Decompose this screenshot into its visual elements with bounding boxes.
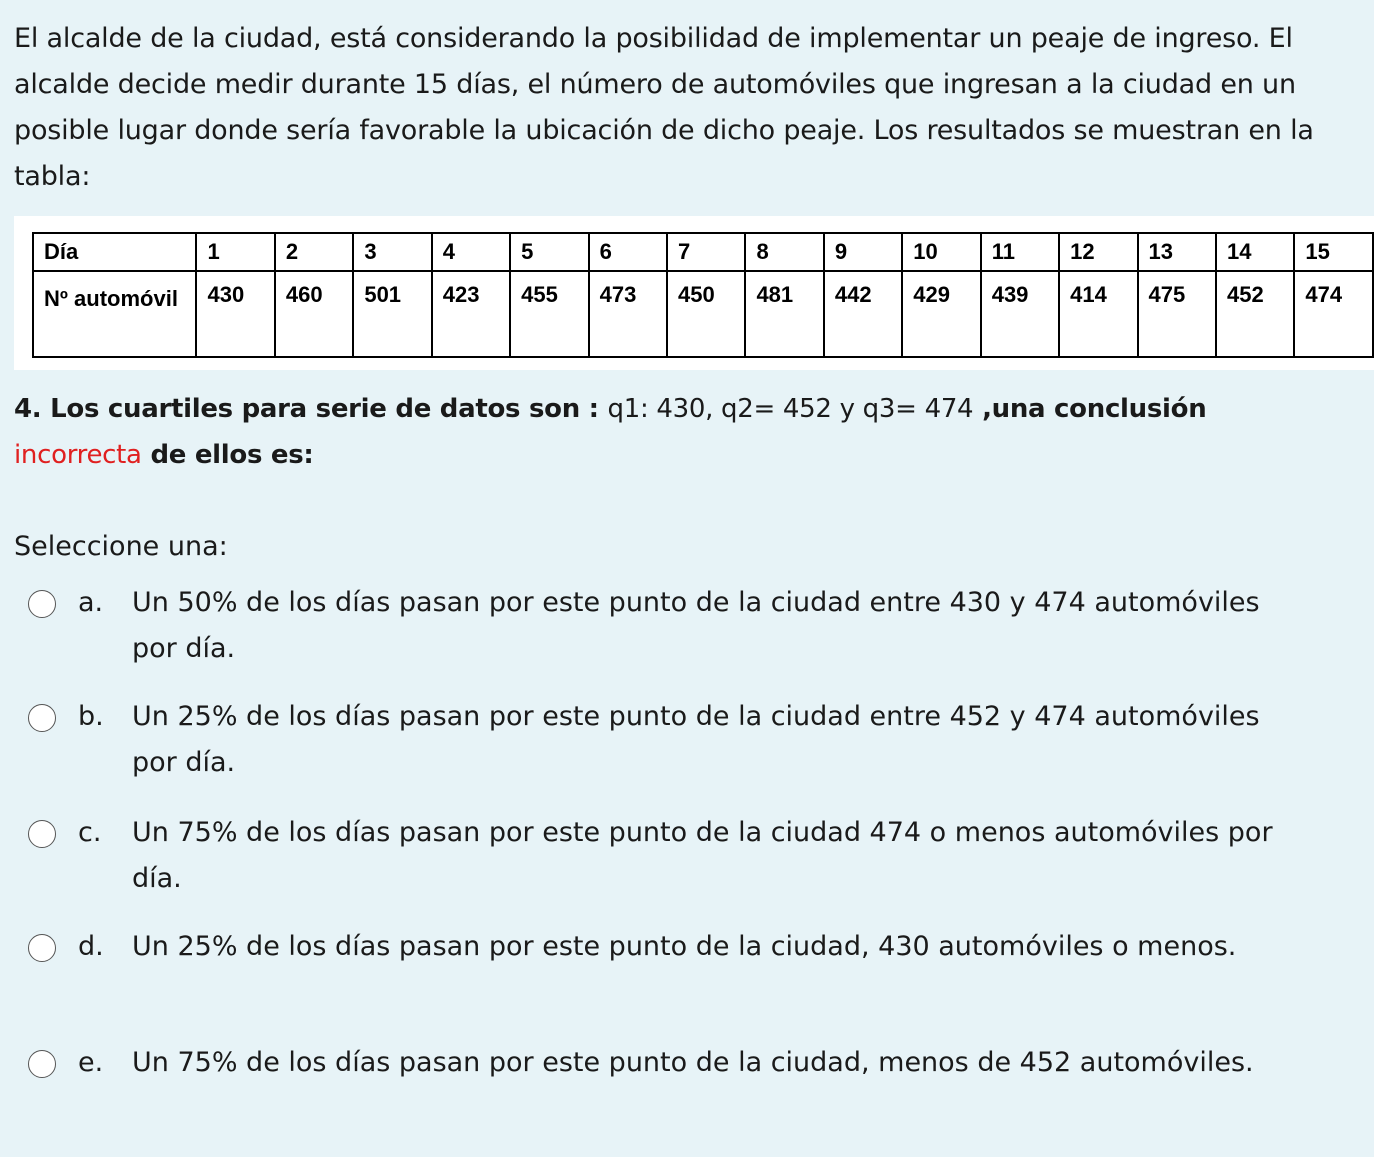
car-count-cell: 474 bbox=[1294, 271, 1373, 357]
car-count-cell: 473 bbox=[589, 271, 667, 357]
car-count-cell: 450 bbox=[667, 271, 745, 357]
table-row-cars bbox=[33, 271, 1373, 357]
table-header-cars: Nº automóvil bbox=[33, 271, 196, 357]
car-count-cell: 442 bbox=[824, 271, 902, 357]
car-count-cell: 414 bbox=[1059, 271, 1137, 357]
question-lead: 4. Los cuartiles para serie de datos son : bbox=[14, 394, 608, 424]
radio-button-b[interactable] bbox=[28, 704, 56, 732]
table-header-day: Día bbox=[33, 233, 196, 271]
radio-button-a[interactable] bbox=[28, 590, 56, 618]
car-count-cell: 481 bbox=[745, 271, 823, 357]
day-cell: 11 bbox=[981, 233, 1059, 271]
car-count-cell: 452 bbox=[1216, 271, 1294, 357]
day-cell: 13 bbox=[1138, 233, 1216, 271]
option-text: Un 25% de los días pasan por este punto de la ciudad, 430 automóviles o menos. bbox=[132, 931, 1237, 962]
radio-button-c[interactable] bbox=[28, 820, 56, 848]
data-table-container bbox=[14, 216, 1374, 370]
day-cell: 4 bbox=[432, 233, 510, 271]
question-incorrect-word: incorrecta bbox=[14, 440, 142, 470]
day-cell: 15 bbox=[1294, 233, 1373, 271]
day-cell: 10 bbox=[902, 233, 980, 271]
option-letter: c. bbox=[78, 817, 102, 848]
day-cell: 6 bbox=[589, 233, 667, 271]
day-cell: 12 bbox=[1059, 233, 1137, 271]
car-count-cell: 439 bbox=[981, 271, 1059, 357]
option-text: Un 25% de los días pasan por este punto de la ciudad entre 452 y 474 automóviles por día. bbox=[132, 701, 1260, 778]
option-text: Un 75% de los días pasan por este punto de la ciudad 474 o menos automóviles por día. bbox=[132, 817, 1273, 894]
day-cell: 5 bbox=[510, 233, 588, 271]
data-table bbox=[32, 232, 1374, 358]
table-row-days bbox=[33, 233, 1373, 271]
option-letter: b. bbox=[78, 701, 104, 732]
question-end: de ellos es: bbox=[141, 440, 314, 470]
radio-button-d[interactable] bbox=[28, 934, 56, 962]
question-tail: ,una conclusión bbox=[973, 394, 1207, 424]
day-cell: 14 bbox=[1216, 233, 1294, 271]
car-count-cell: 501 bbox=[353, 271, 431, 357]
option-letter: d. bbox=[78, 931, 104, 962]
car-count-cell: 429 bbox=[902, 271, 980, 357]
question-text bbox=[14, 386, 1359, 478]
question-quartiles: q1: 430, q2= 452 y q3= 474 bbox=[607, 394, 974, 424]
car-count-cell: 475 bbox=[1138, 271, 1216, 357]
car-count-cell: 423 bbox=[432, 271, 510, 357]
select-one-label: Seleccione una: bbox=[14, 531, 228, 562]
radio-button-e[interactable] bbox=[28, 1050, 56, 1078]
day-cell: 7 bbox=[667, 233, 745, 271]
day-cell: 8 bbox=[745, 233, 823, 271]
day-cell: 3 bbox=[353, 233, 431, 271]
day-cell: 9 bbox=[824, 233, 902, 271]
car-count-cell: 460 bbox=[275, 271, 353, 357]
option-letter: e. bbox=[78, 1047, 104, 1078]
option-text: Un 75% de los días pasan por este punto de la ciudad, menos de 452 automóviles. bbox=[132, 1047, 1254, 1078]
option-text: Un 50% de los días pasan por este punto de la ciudad entre 430 y 474 automóviles por día. bbox=[132, 587, 1260, 664]
day-cell: 2 bbox=[275, 233, 353, 271]
car-count-cell: 455 bbox=[510, 271, 588, 357]
day-cell: 1 bbox=[196, 233, 274, 271]
car-count-cell: 430 bbox=[196, 271, 274, 357]
problem-statement: El alcalde de la ciudad, está considerando la posibilidad de implementar un peaje de ingreso. El alcalde decide medir durante 15 días, el número de automóviles que ingresan a la ciudad en un posible lugar donde sería favorable la ubicación de dicho peaje. Los resultados se muestran en la tabla: bbox=[14, 23, 1314, 192]
option-letter: a. bbox=[78, 587, 104, 618]
